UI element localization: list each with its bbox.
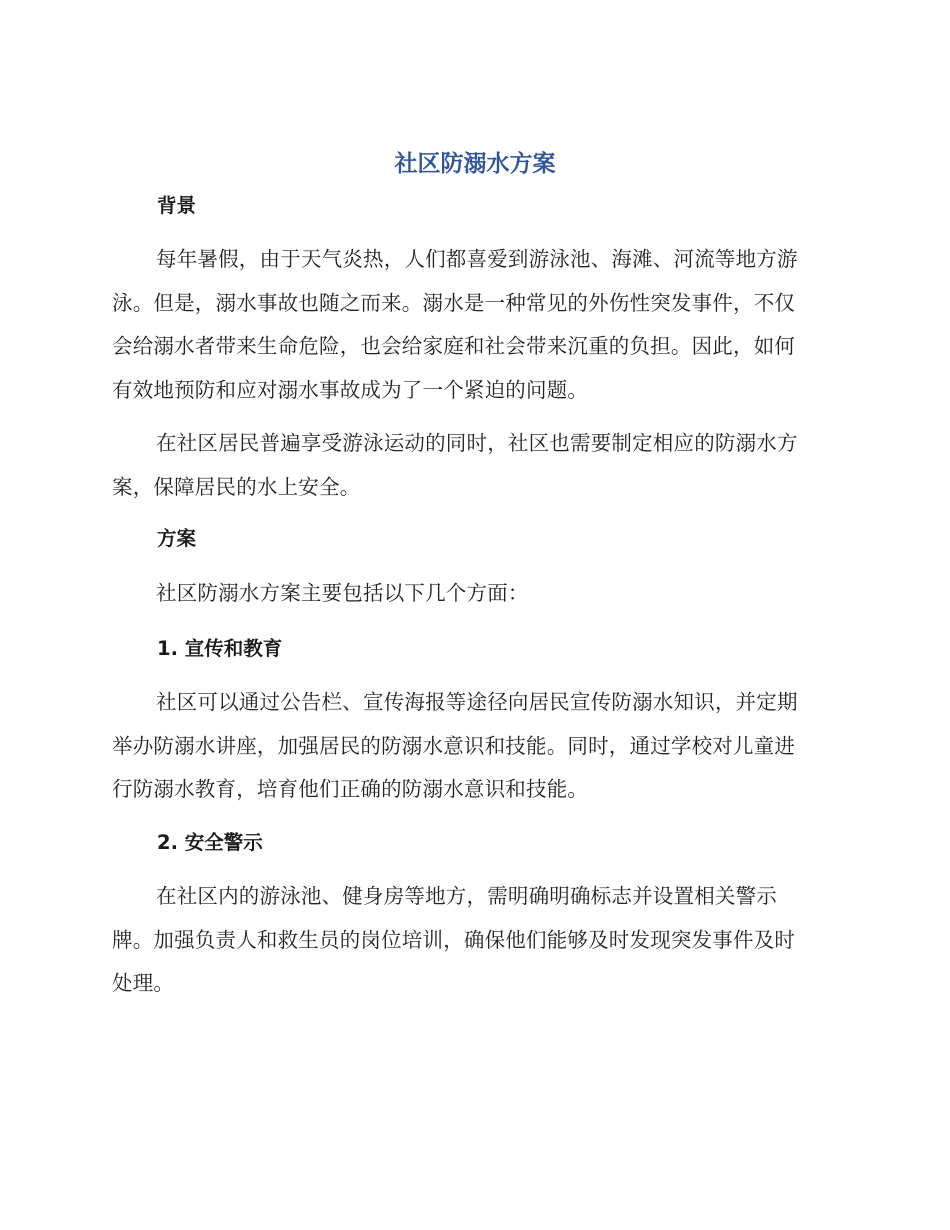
paragraph-line: 在社区内的游泳池、健身房等地方，需明确明确标志并设置相关警示 [156,884,777,908]
paragraph-line: 行防溺水教育，培育他们正确的防溺水意识和技能。 [112,777,589,801]
plan-intro-paragraph [112,572,836,616]
paragraph-line: 牌。加强负责人和救生员的岗位培训，确保他们能够及时发现突发事件及时 [112,927,796,952]
subheading-publicity-education: 1. 宣传和教育 [157,637,283,660]
background-paragraph-1 [112,238,836,412]
paragraph-line: 社区防溺水方案主要包括以下几个方面： [156,581,529,605]
section-heading-background: 背景 [157,194,197,217]
document-title: 社区防溺水方案 [394,151,556,177]
publicity-education-paragraph [112,681,836,812]
paragraph-line: 社区可以通过公告栏、宣传海报等途径向居民宣传防溺水知识，并定期 [156,690,798,714]
paragraph-line: 案，保障居民的水上安全。 [112,474,361,499]
paragraph-line: 处理。 [112,971,175,995]
section-heading-plan: 方案 [157,527,197,550]
paragraph-line: 在社区居民普遍享受游泳运动的同时，社区也需要制定相应的防溺水方 [156,431,798,455]
paragraph-line: 会给溺水者带来生命危险，也会给家庭和社会带来沉重的负担。因此，如何 [112,334,796,358]
subheading-safety-warning: 2. 安全警示 [157,831,263,854]
paragraph-line: 泳。但是，溺水事故也随之而来。溺水是一种常见的外伤性突发事件，不仅 [112,290,796,315]
safety-warning-paragraph [112,875,836,1006]
paragraph-line: 每年暑假，由于天气炎热，人们都喜爱到游泳池、海滩、河流等地方游 [156,247,798,271]
paragraph-line: 举办防溺水讲座，加强居民的防溺水意识和技能。同时，通过学校对儿童进 [112,733,796,758]
paragraph-line: 有效地预防和应对溺水事故成为了一个紧迫的问题。 [112,377,589,402]
background-paragraph-2 [112,422,836,509]
